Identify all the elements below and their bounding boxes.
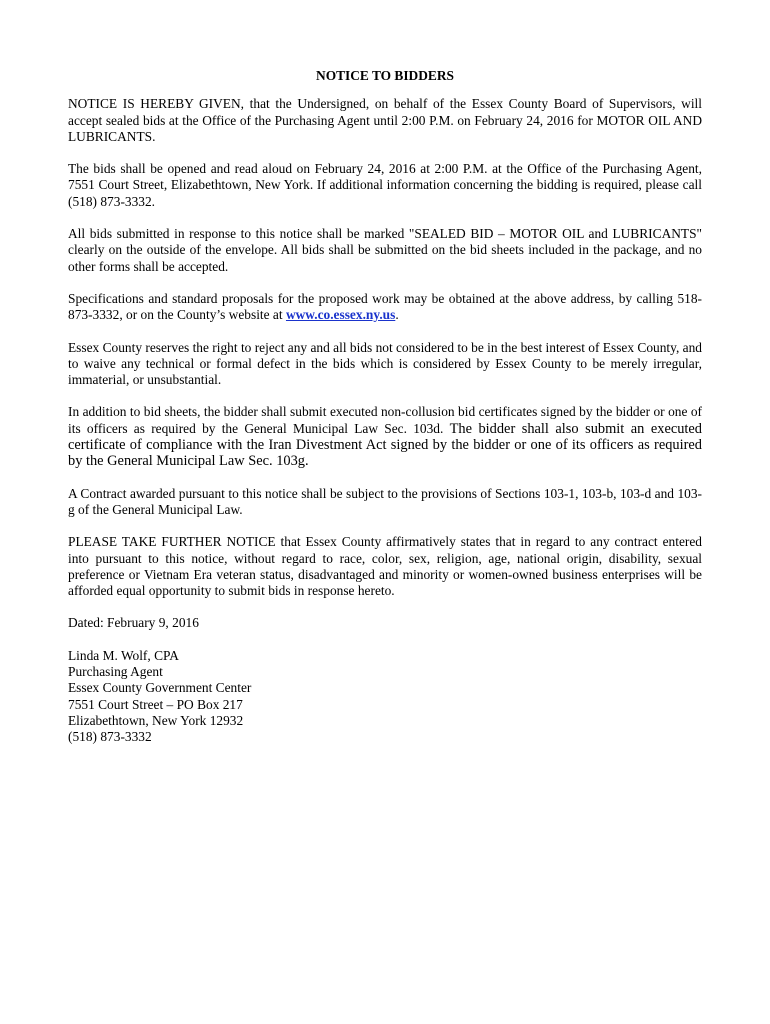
- paragraph-bid-opening: The bids shall be opened and read aloud on February 24, 2016 at 2:00 P.M. at the Office of the Purchasing Agent, 7551 Court Street, Elizabethtown, New York. If additional information concerning the bidding is required, please call (518) 873-3332.: [68, 161, 702, 209]
- specifications-end: .: [395, 307, 399, 323]
- specifications-text: Specifications and standard proposals for the proposed work may be obtained at the above address, by calling 518-873-3332, or on the County’s website at: [68, 290, 702, 323]
- signatory-role: Purchasing Agent: [68, 664, 163, 680]
- signatory-phone: (518) 873-3332: [68, 729, 152, 745]
- signature-block: [68, 648, 702, 746]
- paragraph-reservation: Essex County reserves the right to reject any and all bids not considered to be in the best interest of Essex County, and to waive any technical or formal defect in the bids which is considered by Essex County to be merely irregular, immaterial, or unsubstantial.: [68, 339, 702, 388]
- dated-line: Dated: February 9, 2016: [68, 615, 199, 631]
- paragraph-certificates: [68, 404, 702, 469]
- paragraph-notice-given: NOTICE IS HEREBY GIVEN, that the Undersigned, on behalf of the Essex County Board of Supervisors, will accept sealed bids at the Office of the Purchasing Agent until 2:00 P.M. on February 24, 2016 for MOTOR OIL AND LUBRICANTS.: [68, 96, 702, 144]
- document-page: [68, 68, 702, 746]
- signatory-address-city: Elizabethtown, New York 12932: [68, 712, 244, 728]
- paragraph-bid-marking: All bids submitted in response to this notice shall be marked "SEALED BID – MOTOR OIL and LUBRICANTS" clearly on the outside of the envelope. All bids shall be submitted on the bid sheets included in the package, and no other forms shall be accepted.: [68, 226, 702, 274]
- certificates-iran-text: The bidder shall also submit an executed certificate of compliance with the Iran Divestment Act signed by the bidder or one of its officers as required by the General Municipal Law Sec. 103g.: [68, 420, 702, 470]
- certificates-noncollusion-text: In addition to bid sheets, the bidder shall submit executed non-collusion bid certificates signed by the bidder or one of its officers as required by the General Municipal Law Sec. 103d.: [68, 404, 702, 436]
- paragraph-contract-provisions: A Contract awarded pursuant to this notice shall be subject to the provisions of Sections 103-1, 103-b, 103-d and 103-g of the General Municipal Law.: [68, 485, 702, 517]
- paragraph-specifications: [68, 291, 702, 324]
- county-website-link[interactable]: www.co.essex.ny.us: [285, 307, 396, 323]
- paragraph-equal-opportunity: PLEASE TAKE FURTHER NOTICE that Essex County affirmatively states that in regard to any contract entered into pursuant to this notice, without regard to race, color, sex, religion, age, national origin, disability, sexual preference or Vietnam Era veteran status, disadvantaged and minority or women-owned business enterprises will be afforded equal opportunity to submit bids in response hereto.: [68, 534, 702, 599]
- signatory-address-street: 7551 Court Street – PO Box 217: [68, 696, 243, 712]
- signatory-organization: Essex County Government Center: [68, 680, 252, 696]
- signatory-name: Linda M. Wolf, CPA: [68, 647, 179, 663]
- document-title: NOTICE TO BIDDERS: [316, 68, 454, 83]
